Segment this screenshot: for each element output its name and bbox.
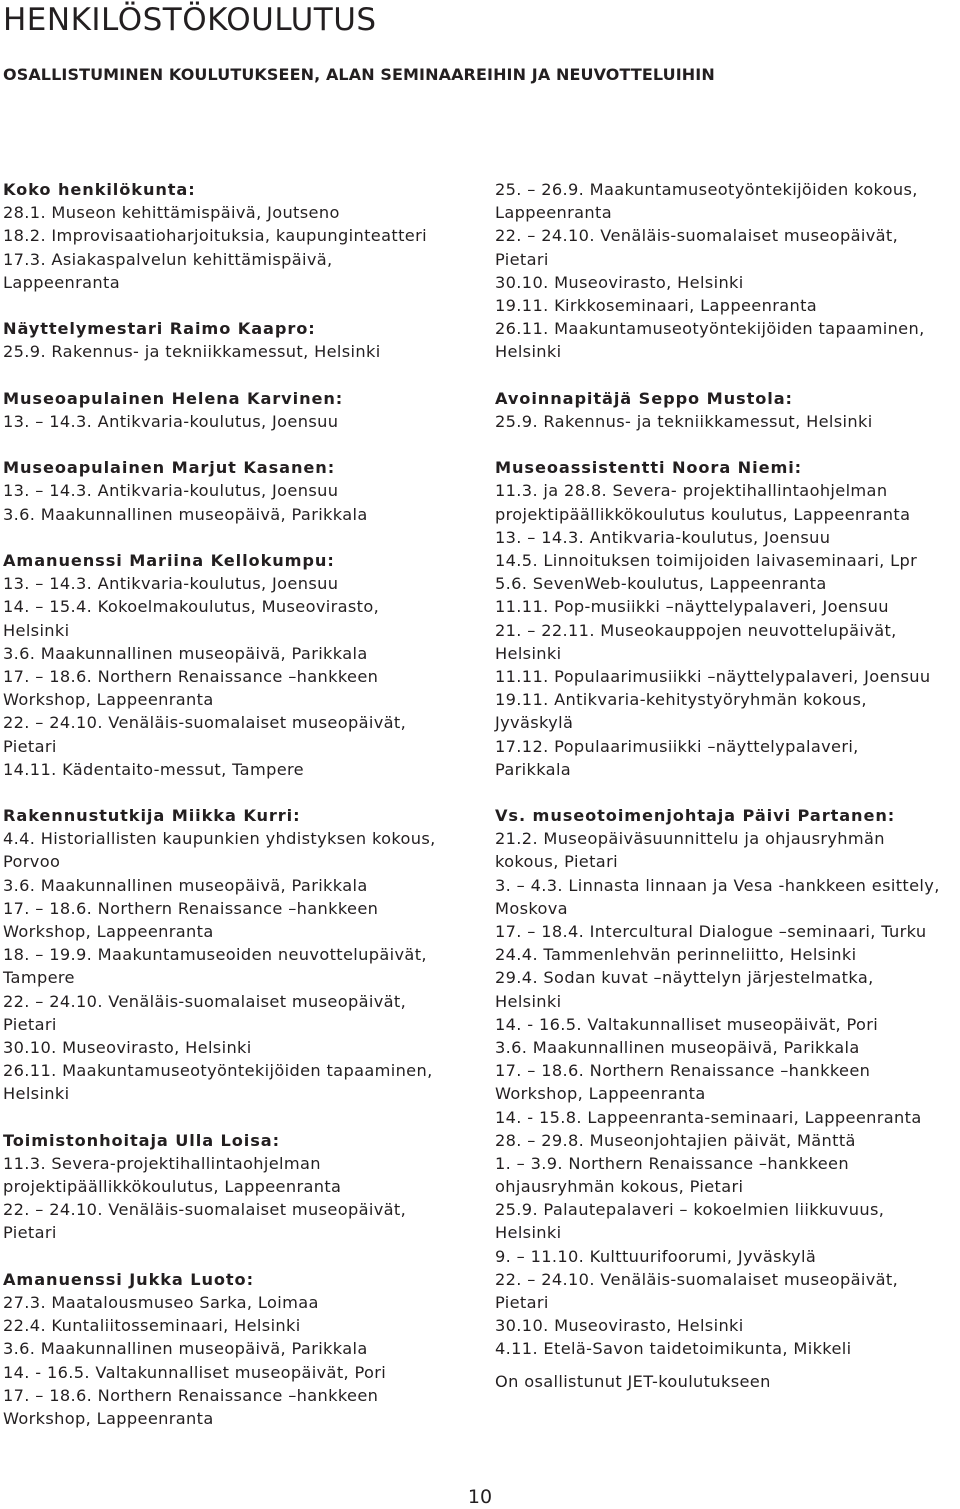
entry-line: 19.11. Antikvaria-kehitystyöryhmän kokous,	[495, 690, 867, 710]
entry-line: 26.11. Maakuntamuseotyöntekijöiden tapaaminen,	[495, 319, 925, 339]
entry-line: kokous, Pietari	[495, 852, 618, 872]
entry-line: 25. – 26.9. Maakuntamuseotyöntekijöiden kokous,	[495, 180, 918, 199]
entry-line: Lappeenranta	[495, 203, 612, 223]
section-gap	[495, 781, 960, 804]
entry-line: 22.4. Kuntaliitosseminaari, Helsinki	[3, 1316, 301, 1336]
section	[495, 804, 960, 1361]
entry-line: 14. – 15.4. Kokoelmakoulutus, Museovirasto,	[3, 597, 380, 617]
section-heading: Museoassistentti Noora Niemi:	[495, 458, 803, 478]
entry-line: 14.5. Linnoituksen toimijoiden laivaseminaari, Lpr	[495, 551, 918, 570]
entry-line: 11.3. Severa-projektihallintaohjelman	[3, 1153, 321, 1173]
entry-line: 14. - 16.5. Valtakunnalliset museopäivät, Pori	[495, 1014, 879, 1034]
entry-line: 17. – 18.6. Northern Renaissance –hankkeen	[495, 1061, 871, 1081]
entry-line: Workshop, Lappeenranta	[3, 922, 214, 941]
entry-line: 28.1. Museon kehittämispäivä, Joutseno	[3, 203, 340, 223]
page-number: 10	[467, 1486, 493, 1508]
entry-line: 18.2. Improvisaatioharjoituksia, kaupunginteatteri	[3, 226, 427, 246]
section-heading: Amanuenssi Mariina Kellokumpu:	[3, 551, 335, 570]
entry-line: Moskova	[495, 898, 568, 918]
entry-line: 19.11. Kirkkoseminaari, Lappeenranta	[495, 295, 818, 315]
entry-line: 25.9. Palautepalaveri – kokoelmien liikkuvuus,	[495, 1200, 885, 1220]
section-heading: Vs. museotoimenjohtaja Päivi Partanen:	[495, 806, 896, 826]
section	[3, 1268, 475, 1430]
entry-line: Helsinki	[3, 620, 70, 640]
left-column	[3, 178, 475, 1430]
section	[3, 804, 475, 1105]
entry-line: Pietari	[495, 1293, 549, 1312]
entry-line: Pietari	[3, 1014, 57, 1034]
section	[495, 178, 960, 364]
page-subtitle: OSALLISTUMINEN KOULUTUKSEEN, ALAN SEMINAAREIHIN JA NEUVOTTELUIHIN	[3, 65, 715, 84]
entry-line: Pietari	[3, 1223, 57, 1243]
entry-line: 3.6. Maakunnallinen museopäivä, Parikkala	[3, 875, 368, 895]
entry-line: 29.4. Sodan kuvat –näyttelyn järjestelmatka,	[495, 968, 874, 988]
section-heading: Rakennustutkija Miikka Kurri:	[3, 806, 301, 826]
section-gap	[3, 526, 475, 549]
entry-line: 9. – 11.10. Kulttuurifoorumi, Jyväskylä	[495, 1246, 817, 1266]
section-heading: Museoapulainen Marjut Kasanen:	[3, 458, 336, 478]
section	[3, 317, 475, 363]
section	[3, 387, 475, 433]
entry-line: 14. - 16.5. Valtakunnalliset museopäivät, Pori	[3, 1362, 387, 1382]
entry-line: 11.11. Pop-musiikki –näyttelypalaveri, Joensuu	[495, 597, 889, 617]
section-heading: Museoapulainen Helena Karvinen:	[3, 388, 344, 408]
entry-line: 14.11. Kädentaito-messut, Tampere	[3, 759, 304, 779]
entry-line: Parikkala	[495, 759, 572, 779]
section-heading: Koko henkilökunta:	[3, 180, 196, 199]
section	[3, 549, 475, 781]
page-title: HENKILÖSTÖKOULUTUS	[3, 2, 377, 38]
section	[495, 387, 960, 433]
section-gap	[495, 364, 960, 387]
entry-line: projektipäällikkökoulutus koulutus, Lappeenranta	[495, 504, 911, 524]
entry-line: 11.3. ja 28.8. Severa- projektihallintaohjelman	[495, 481, 888, 501]
right-column	[495, 178, 960, 1393]
entry-line: 3.6. Maakunnallinen museopäivä, Parikkala	[3, 643, 368, 663]
entry-line: 11.11. Populaarimusiikki –näyttelypalaveri, Joensuu	[495, 666, 931, 686]
entry-line: 22. – 24.10. Venäläis-suomalaiset museopäivät,	[495, 1269, 899, 1289]
section-heading: Näyttelymestari Raimo Kaapro:	[3, 319, 316, 339]
entry-line: Helsinki	[495, 991, 562, 1011]
section-gap	[3, 1106, 475, 1129]
entry-line: 17. – 18.6. Northern Renaissance –hankkeen	[3, 1385, 379, 1405]
section	[495, 456, 960, 781]
section	[3, 456, 475, 526]
section-gap	[3, 364, 475, 387]
section	[3, 1129, 475, 1245]
entry-line: 17. – 18.4. Intercultural Dialogue –seminaari, Turku	[495, 922, 927, 941]
entry-line: 27.3. Maatalousmuseo Sarka, Loimaa	[3, 1293, 319, 1312]
entry-line: 22. – 24.10. Venäläis-suomalaiset museopäivät,	[495, 226, 899, 246]
section-heading: Toimistonhoitaja Ulla Loisa:	[3, 1130, 280, 1150]
entry-line: 24.4. Tammenlehvän perinneliitto, Helsinki	[495, 945, 857, 965]
entry-line: 13. – 14.3. Antikvaria-koulutus, Joensuu	[3, 574, 339, 594]
entry-line: 21. – 22.11. Museokauppojen neuvottelupäivät,	[495, 620, 897, 640]
entry-line: projektipäällikkökoulutus, Lappeenranta	[3, 1177, 342, 1197]
entry-line: 22. – 24.10. Venäläis-suomalaiset museopäivät,	[3, 713, 407, 733]
entry-line: 21.2. Museopäiväsuunnittelu ja ohjausryhmän	[495, 829, 885, 849]
entry-line: Pietari	[3, 736, 57, 756]
entry-line: 4.4. Historiallisten kaupunkien yhdistyksen kokous,	[3, 829, 436, 849]
entry-line: 25.9. Rakennus- ja tekniikkamessut, Helsinki	[495, 411, 873, 431]
jet-note: On osallistunut JET-koulutukseen	[495, 1371, 771, 1391]
entry-line: 22. – 24.10. Venäläis-suomalaiset museopäivät,	[3, 991, 407, 1011]
entry-line: 5.6. SevenWeb-koulutus, Lappeenranta	[495, 574, 827, 594]
entry-line: 17. – 18.6. Northern Renaissance –hankkeen	[3, 898, 379, 918]
entry-line: Workshop, Lappeenranta	[3, 690, 214, 710]
entry-line: 30.10. Museovirasto, Helsinki	[495, 1316, 744, 1336]
entry-line: 22. – 24.10. Venäläis-suomalaiset museopäivät,	[3, 1200, 407, 1220]
entry-line: 3.6. Maakunnallinen museopäivä, Parikkala	[495, 1037, 860, 1057]
entry-line: 3.6. Maakunnallinen museopäivä, Parikkala	[3, 504, 368, 524]
entry-line: 14. - 15.8. Lappeenranta-seminaari, Lappeenranta	[495, 1107, 922, 1127]
entry-line: 13. – 14.3. Antikvaria-koulutus, Joensuu	[495, 527, 831, 547]
section-heading: Amanuenssi Jukka Luoto:	[3, 1269, 254, 1289]
entry-line: Lappeenranta	[3, 272, 120, 292]
entry-line: Helsinki	[3, 1084, 70, 1104]
entry-line: 13. – 14.3. Antikvaria-koulutus, Joensuu	[3, 481, 339, 501]
entry-line: Workshop, Lappeenranta	[3, 1408, 214, 1428]
entry-line: 3. – 4.3. Linnasta linnaan ja Vesa -hankkeen esittely,	[495, 875, 940, 895]
entry-line: Jyväskylä	[495, 713, 574, 733]
entry-line: 25.9. Rakennus- ja tekniikkamessut, Helsinki	[3, 342, 381, 362]
entry-line: Helsinki	[495, 643, 562, 663]
entry-line: 26.11. Maakuntamuseotyöntekijöiden tapaaminen,	[3, 1061, 433, 1081]
entry-line: Helsinki	[495, 342, 562, 362]
entry-line: 4.11. Etelä-Savon taidetoimikunta, Mikkeli	[495, 1339, 852, 1359]
entry-line: 30.10. Museovirasto, Helsinki	[495, 272, 744, 292]
entry-line: 17. – 18.6. Northern Renaissance –hankkeen	[3, 666, 379, 686]
entry-line: 17.3. Asiakaspalvelun kehittämispäivä,	[3, 249, 333, 269]
entry-line: Porvoo	[3, 852, 61, 872]
entry-line: 30.10. Museovirasto, Helsinki	[3, 1037, 252, 1057]
entry-line: 28. – 29.8. Museonjohtajien päivät, Mänttä	[495, 1130, 856, 1150]
entry-line: 1. – 3.9. Northern Renaissance –hankkeen	[495, 1153, 849, 1173]
section-gap	[495, 433, 960, 456]
entry-line: ohjausryhmän kokous, Pietari	[495, 1177, 744, 1197]
section-gap	[3, 781, 475, 804]
entry-line: 13. – 14.3. Antikvaria-koulutus, Joensuu	[3, 411, 339, 431]
section-gap	[3, 433, 475, 456]
entry-line: 18. – 19.9. Maakuntamuseoiden neuvottelupäivät,	[3, 945, 427, 965]
section	[3, 178, 475, 294]
entry-line: Tampere	[3, 968, 75, 988]
section-gap	[3, 294, 475, 317]
section-gap	[3, 1245, 475, 1268]
section-heading: Avoinnapitäjä Seppo Mustola:	[495, 388, 793, 408]
entry-line: Helsinki	[495, 1223, 562, 1243]
entry-line: 17.12. Populaarimusiikki –näyttelypalaveri,	[495, 736, 859, 756]
entry-line: Workshop, Lappeenranta	[495, 1084, 706, 1104]
entry-line: 3.6. Maakunnallinen museopäivä, Parikkala	[3, 1339, 368, 1359]
entry-line: Pietari	[495, 249, 549, 269]
